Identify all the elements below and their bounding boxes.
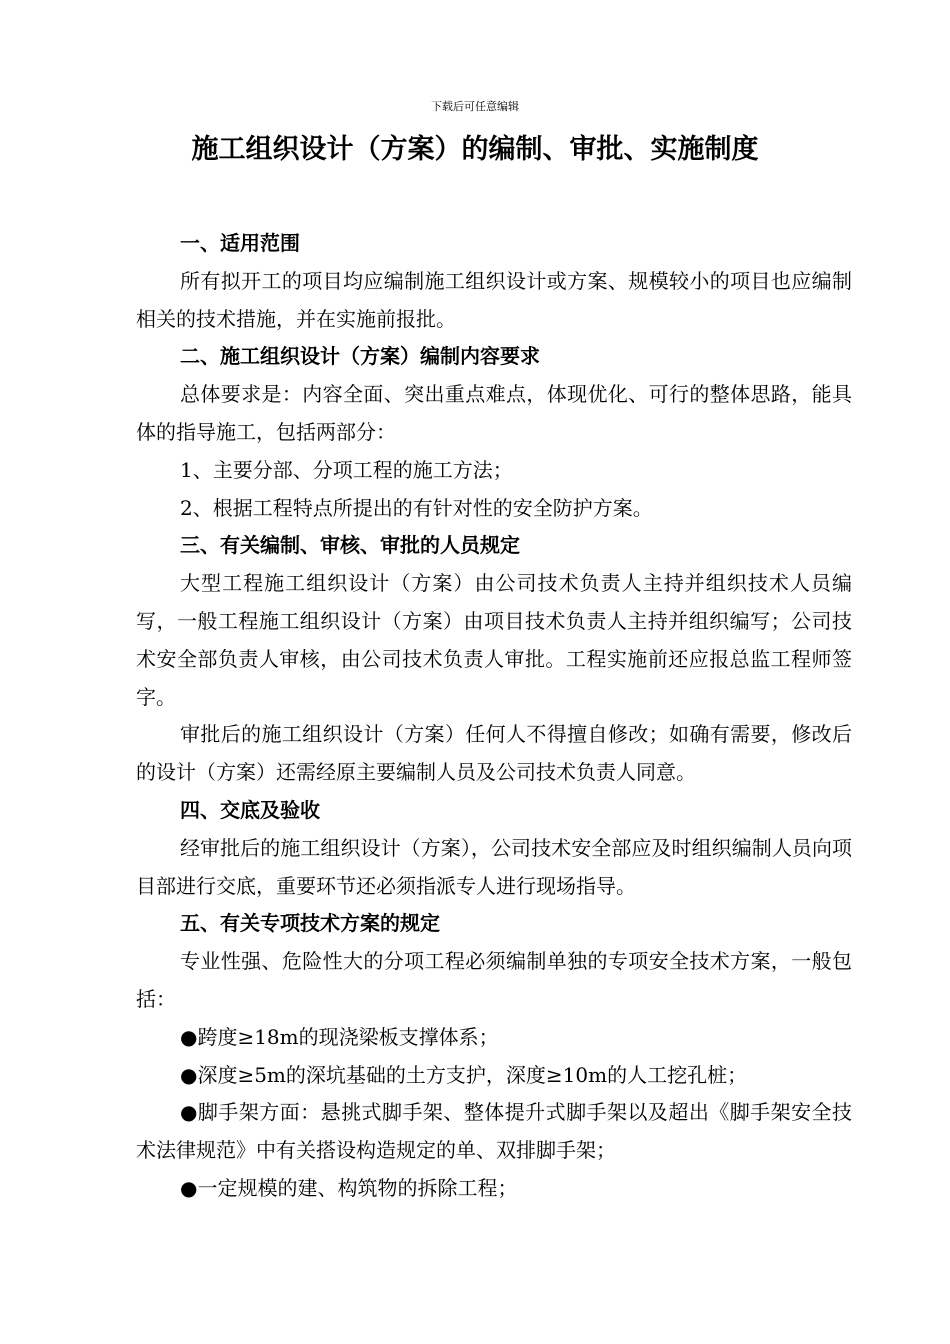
personnel-paragraph-2: 审批后的施工组织设计（方案）任何人不得擅自修改；如确有需要，修改后的设计（方案）还需经原主要编制人员及公司技术负责人同意。 [136,722,852,785]
personnel-paragraph-1: 大型工程施工组织设计（方案）由公司技术负责人主持并组织技术人员编写，一般工程施工组织设计（方案）由项目技术负责人主持并组织编写；公司技术安全部负责人审核，由公司技术负责人审批。工程实施前还应报总监工程师签字。 [136,571,852,709]
section-heading-content-requirements: 二、施工组织设计（方案）编制内容要求 [180,344,540,369]
header-note: 下载后可任意编辑 [431,100,519,113]
document-body [136,225,852,1208]
special-plans-bullet-2: ●深度≥5m的深坑基础的土方支护，深度≥10m的人工挖孔桩； [180,1062,748,1087]
requirements-paragraph: 总体要求是：内容全面、突出重点难点，体现优化、可行的整体思路，能具体的指导施工，包括两部分： [136,382,852,444]
document-title: 施工组织设计（方案）的编制、审批、实施制度 [191,134,759,165]
section-heading-handover: 四、交底及验收 [180,797,320,822]
section-heading-personnel: 三、有关编制、审核、审批的人员规定 [180,533,520,558]
section-heading-scope: 一、适用范围 [180,231,300,255]
special-plans-bullet-4: ●一定规模的建、构筑物的拆除工程； [180,1175,518,1200]
scope-paragraph: 所有拟开工的项目均应编制施工组织设计或方案、规模较小的项目也应编制相关的技术措施，并在实施前报批。 [136,268,852,331]
special-plans-bullet-3: ●脚手架方面：悬挑式脚手架、整体提升式脚手架以及超出《脚手架安全技术法律规范》中有关搭设构造规定的单、双排脚手架； [136,1100,852,1163]
section-heading-special-plans: 五、有关专项技术方案的规定 [180,911,440,936]
requirements-item-2: 2、根据工程特点所提出的有针对性的安全防护方案。 [180,495,653,520]
special-plans-paragraph: 专业性强、危险性大的分项工程必须编制单独的专项安全技术方案，一般包括： [136,949,852,1011]
special-plans-bullet-1: ●跨度≥18m的现浇梁板支撑体系； [180,1024,499,1049]
requirements-item-1: 1、主要分部、分项工程的施工方法； [180,457,513,482]
handover-paragraph: 经审批后的施工组织设计（方案），公司技术安全部应及时组织编制人员向项目部进行交底，重要环节还必须指派专人进行现场指导。 [136,835,852,898]
